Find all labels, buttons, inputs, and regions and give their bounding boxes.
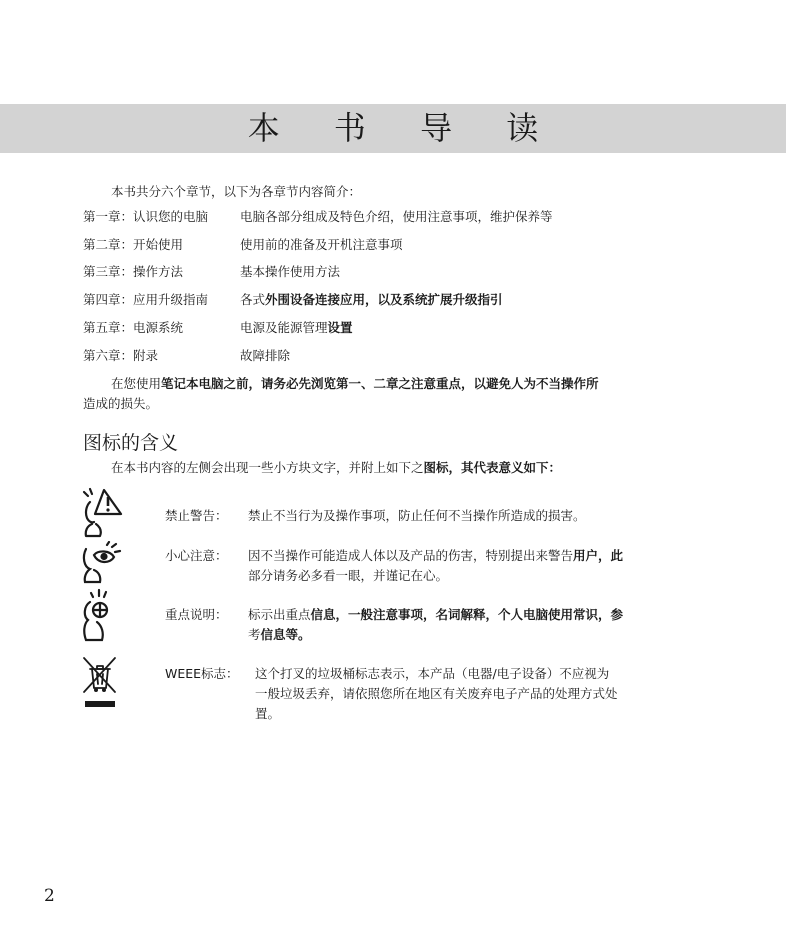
weee-desc-line-2: 一般垃圾丢弃，请依照您所在地区有关废弃电子产品的处理方式处 — [255, 686, 618, 701]
important-desc-line-2: 考信息等。 — [248, 627, 311, 642]
note-line-2: 造成的损失。 — [83, 396, 159, 411]
important-label: 重点说明： — [165, 607, 228, 622]
page-title: 本 书 导 读 — [247, 109, 561, 147]
chapter-1-desc: 电脑各部分组成及特色介绍，使用注意事项，维护保养等 — [240, 209, 553, 224]
section-intro: 在本书内容的左侧会出现一些小方块文字，并附上如下之图标，其代表意义如下： — [111, 460, 562, 475]
chapter-6-label: 第六章：附录 — [83, 348, 159, 363]
weee-desc-line-1: 这个打叉的垃圾桶标志表示，本产品（电器/电子设备）不应视为 — [255, 666, 610, 681]
chapter-4-desc: 各式外围设备连接应用，以及系统扩展升级指引 — [240, 292, 503, 307]
warning-label: 禁止警告： — [165, 508, 228, 523]
caution-desc-line-2: 部分请务必多看一眼，并谨记在心。 — [248, 568, 449, 583]
section-title: 图标的含义 — [83, 432, 179, 454]
weee-desc-line-3: 置。 — [255, 706, 281, 721]
chapter-5-desc: 电源及能源管理设置 — [240, 320, 353, 335]
caution-label: 小心注意： — [165, 548, 228, 563]
chapter-3-label: 第三章：操作方法 — [83, 264, 184, 279]
chapter-2-desc: 使用前的准备及开机注意事项 — [240, 237, 403, 252]
chapter-4-label: 第四章：应用升级指南 — [83, 292, 209, 307]
warning-desc: 禁止不当行为及操作事项，防止任何不当操作所造成的损害。 — [248, 508, 586, 523]
intro-text: 本书共分六个章节，以下为各章节内容简介： — [111, 184, 362, 199]
caution-icon — [80, 541, 124, 585]
chapter-6-desc: 故障排除 — [240, 348, 291, 363]
chapter-3-desc: 基本操作使用方法 — [240, 264, 341, 279]
weee-label: WEEE标志： — [165, 666, 239, 681]
chapter-2-label: 第二章：开始使用 — [83, 237, 184, 252]
chapter-1-label: 第一章：认识您的电脑 — [83, 209, 209, 224]
page-number: 2 — [44, 886, 55, 906]
chapter-5-label: 第五章：电源系统 — [83, 320, 184, 335]
note-line-1: 在您使用笔记本电脑之前，请务必先浏览第一、二章之注意重点，以避免人为不当操作所 — [111, 376, 599, 391]
caution-desc-line-1: 因不当操作可能造成人体以及产品的伤害，特别提出来警告用户，此 — [248, 548, 624, 563]
important-icon — [80, 588, 116, 644]
important-desc-line-1: 标示出重点信息，一般注意事项，名词解释，个人电脑使用常识，参 — [248, 607, 624, 622]
weee-bin-icon — [82, 656, 118, 710]
warning-icon — [80, 486, 124, 540]
